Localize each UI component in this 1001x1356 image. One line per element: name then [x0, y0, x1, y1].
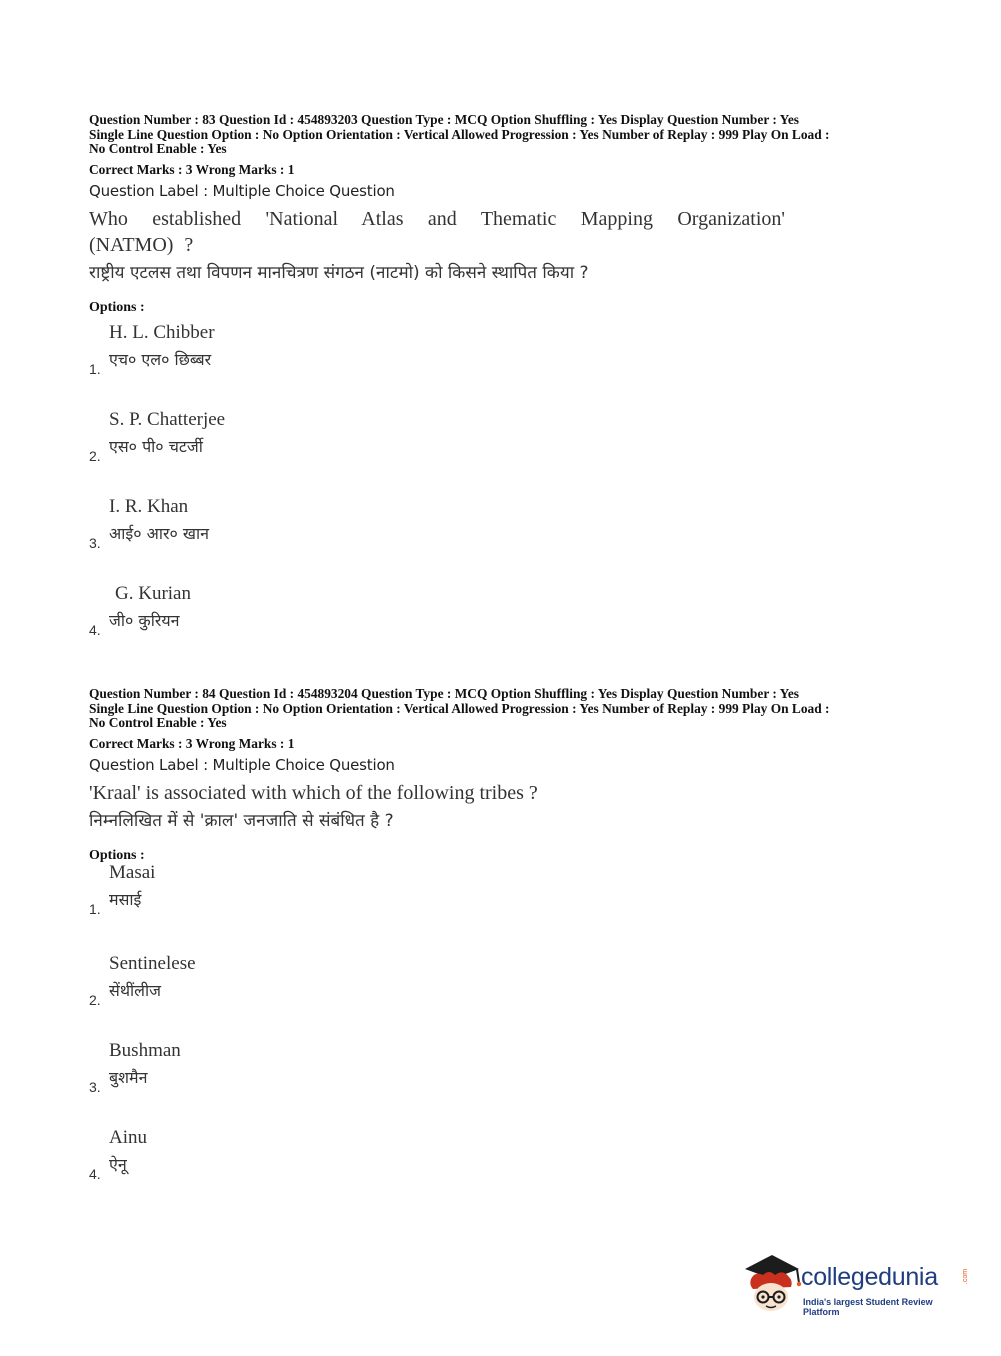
meta-line: Single Line Question Option : No Option Orientation : Vertical Allowed Progression : Yes Number of Replay : 999 Play On Load : — [89, 126, 830, 142]
question-block-84 — [89, 687, 919, 1216]
option-text-hindi: आई० आर० खान — [109, 523, 210, 543]
option-text-english: Bushman — [109, 1039, 181, 1061]
option-1[interactable] — [89, 861, 919, 955]
options-heading: Options : — [89, 299, 145, 315]
meta-line: Question Number : 83 Question Id : 454893203 Question Type : MCQ Option Shuffling : Yes Display Question Number : Yes — [89, 112, 800, 127]
option-text-hindi: ऐनू — [109, 1154, 127, 1174]
option-text-english: I. R. Khan — [109, 495, 189, 517]
question-meta — [89, 687, 919, 731]
logo-suffix: .com — [962, 1268, 970, 1285]
option-text-english: S. P. Chatterjee — [109, 408, 226, 430]
option-1[interactable] — [89, 316, 919, 403]
question-label: Question Label : Multiple Choice Question — [89, 181, 395, 200]
marks-line: Correct Marks : 3 Wrong Marks : 1 — [89, 161, 295, 177]
option-text-hindi: एस० पी० चटर्जी — [109, 436, 203, 456]
question-block-83 — [89, 113, 919, 664]
option-number: 2. — [89, 991, 101, 1008]
option-4[interactable] — [89, 1126, 919, 1216]
question-text-hindi: राष्ट्रीय एटलस तथा विपणन मानचित्रण संगठन (नाटमो) को किसने स्थापित किया ? — [89, 262, 589, 283]
logo-tagline: India's largest Student Review Platform — [803, 1297, 933, 1317]
question-text-english: Who established 'National Atlas and Thematic Mapping Organization' (NATMO) ? — [89, 207, 785, 256]
option-text-hindi: सेंथींलीज — [109, 980, 162, 1000]
option-3[interactable] — [89, 490, 919, 577]
collegedunia-logo[interactable] — [741, 1249, 971, 1319]
meta-line: No Control Enable : Yes — [89, 715, 227, 731]
question-meta — [89, 113, 919, 157]
option-number: 3. — [89, 534, 101, 551]
option-4[interactable] — [89, 577, 919, 664]
meta-line: Single Line Question Option : No Option Orientation : Vertical Allowed Progression : Yes Number of Replay : 999 Play On Load : — [89, 700, 830, 716]
option-text-english: Masai — [109, 861, 156, 883]
logo-brand-text: collegedunia — [801, 1263, 938, 1291]
meta-line: No Control Enable : Yes — [89, 141, 227, 157]
option-text-hindi: बुशमैन — [109, 1067, 148, 1087]
marks-line: Correct Marks : 3 Wrong Marks : 1 — [89, 735, 295, 751]
option-number: 2. — [89, 447, 101, 464]
option-text-hindi: एच० एल० छिब्बर — [109, 349, 212, 369]
option-number: 4. — [89, 1165, 101, 1182]
option-text-english: G. Kurian — [115, 582, 191, 604]
option-number: 1. — [89, 900, 101, 917]
option-number: 3. — [89, 1078, 101, 1095]
option-2[interactable] — [89, 952, 919, 1042]
option-3[interactable] — [89, 1039, 919, 1129]
option-2[interactable] — [89, 403, 919, 490]
mascot-icon — [741, 1249, 803, 1319]
options-heading: Options : — [89, 847, 145, 863]
option-number: 4. — [89, 621, 101, 638]
option-text-hindi: मसाई — [109, 889, 142, 909]
option-text-hindi: जी० कुरियन — [109, 610, 180, 630]
question-text-hindi: निम्नलिखित में से 'क्राल' जनजाति से संबंधित है ? — [89, 810, 394, 831]
option-text-english: Ainu — [109, 1126, 147, 1148]
question-label: Question Label : Multiple Choice Question — [89, 755, 395, 774]
option-number: 1. — [89, 360, 101, 377]
question-text-english: 'Kraal' is associated with which of the following tribes ? — [89, 781, 538, 804]
option-text-english: H. L. Chibber — [109, 321, 215, 343]
option-text-english: Sentinelese — [109, 952, 196, 974]
meta-line: Question Number : 84 Question Id : 454893204 Question Type : MCQ Option Shuffling : Yes Display Question Number : Yes — [89, 686, 800, 701]
